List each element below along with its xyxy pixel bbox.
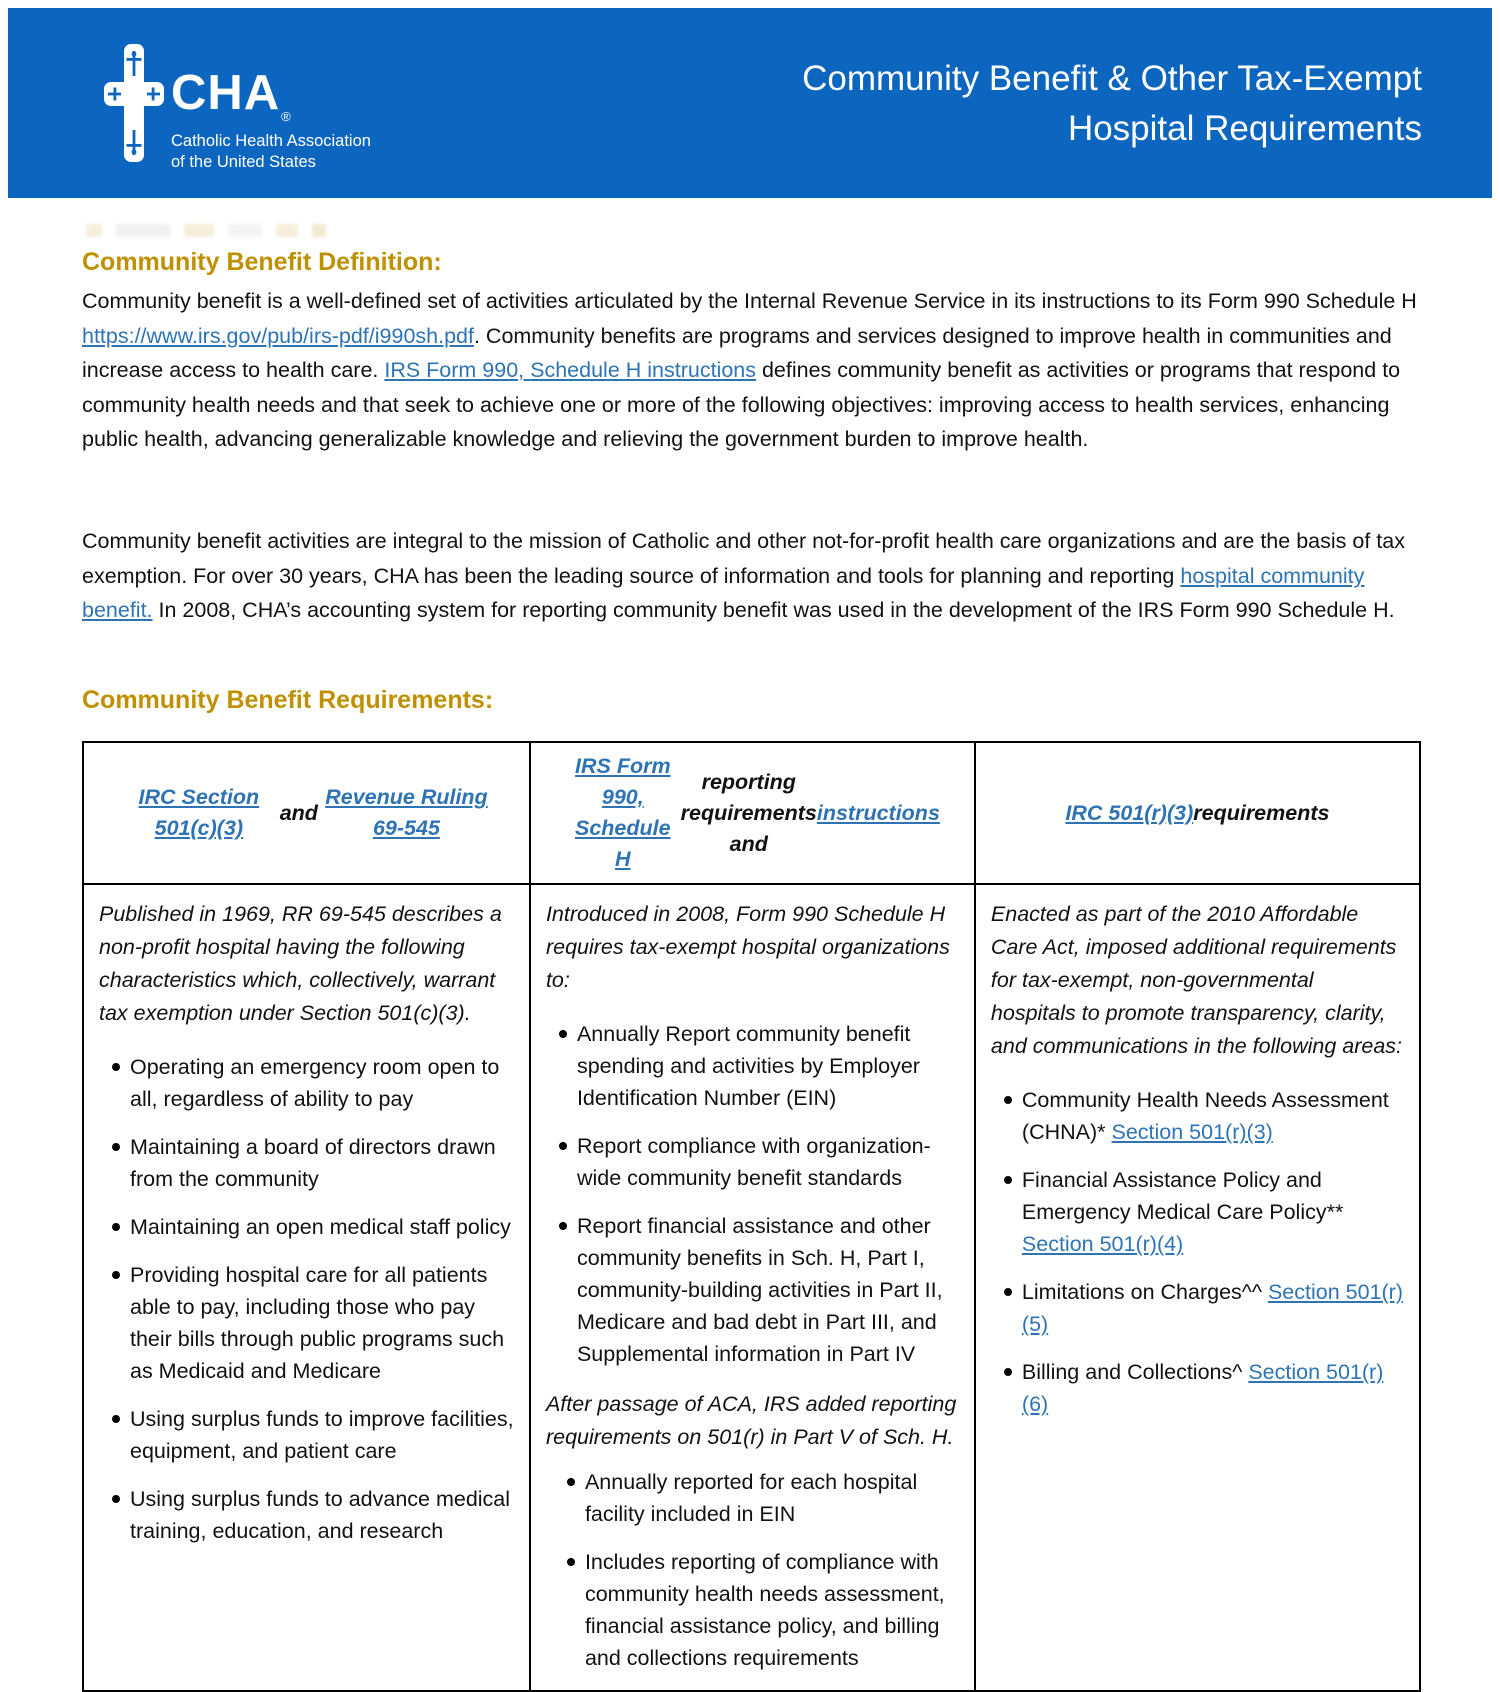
text-segment: Operating an emergency room open to all, regardless of ability to pay: [130, 1055, 500, 1111]
bullet-list-aca: [546, 1466, 959, 1674]
text-segment: Community benefit is a well-defined set of activities articulated by the Internal Revenue Service in its instructions to its Form 990 Schedule H: [82, 289, 1417, 313]
text-segment: reporting requirements and: [680, 769, 817, 856]
list-item: [99, 1131, 514, 1195]
text-segment: Maintaining a board of directors drawn from the community: [130, 1135, 496, 1191]
table-cell-501r: [974, 885, 1419, 1690]
text-segment: Providing hospital care for all patients able to pay, including those who pay their bills through public programs such as Medicaid and Medicare: [130, 1263, 505, 1383]
inline-link[interactable]: Section 501(r)(6): [1021, 1360, 1384, 1416]
text-segment: Community Health Needs Assessment (CHNA)*: [1021, 1088, 1389, 1144]
inline-link[interactable]: IRS Form 990, Schedule H: [575, 754, 671, 871]
inline-link[interactable]: hospital community benefit.: [82, 563, 1365, 622]
list-item: [546, 1130, 959, 1194]
cell-intro-501r: Enacted as part of the 2010 Affordable Care Act, imposed additional requirements for tax-exempt, non-governmental hospitals to promote transparency, clarity, and communications in the following areas:: [990, 902, 1403, 1058]
text-segment: In 2008, CHA’s accounting system for reporting community benefit was used in the development of the IRS Form 990 Schedule H.: [152, 598, 1395, 622]
document-title: [802, 54, 1422, 154]
inline-link[interactable]: Section 501(r)(4): [1021, 1232, 1184, 1256]
text-segment: Using surplus funds to improve facilities, equipment, and patient care: [130, 1407, 514, 1463]
requirements-heading: Community Benefit Requirements:: [82, 686, 494, 714]
list-item: [991, 1276, 1404, 1340]
list-item: [546, 1210, 959, 1370]
list-item: [991, 1164, 1404, 1260]
list-item: [991, 1084, 1404, 1148]
text-segment: and: [279, 800, 318, 825]
text-segment: Annually reported for each hospital facility included in EIN: [584, 1470, 918, 1526]
text-segment: Report compliance with organization-wide community benefit standards: [576, 1134, 931, 1190]
registered-mark: ®: [281, 109, 292, 124]
table-cell-501c3: [84, 885, 529, 1690]
definition-paragraph-2: [82, 524, 1430, 628]
document-title-line1: Community Benefit & Other Tax-Exempt: [802, 59, 1422, 98]
bullet-list-form990: [546, 1018, 959, 1370]
inline-link[interactable]: Revenue Ruling 69-545: [325, 785, 488, 840]
bullet-list-501r: [991, 1084, 1404, 1420]
text-segment: Report financial assistance and other community benefits in Sch. H, Part I, community-building activities in Part II, Medicare and bad debt in Part III, and Supplemental information in Part IV: [576, 1214, 943, 1366]
inline-link[interactable]: Section 501(r)(5): [1021, 1280, 1403, 1336]
cha-logo-text: [171, 66, 371, 173]
list-item: [554, 1546, 959, 1674]
text-segment: Community benefit activities are integral to the mission of Catholic and other not-for-profit health care organizations and are the basis of tax exemption. For over 30 years, CHA has been the leading source of information and tools for planning and reporting: [82, 529, 1405, 588]
text-segment: Limitations on Charges^^: [1021, 1280, 1268, 1304]
definition-heading: Community Benefit Definition:: [82, 248, 442, 276]
requirements-table: [82, 741, 1421, 1692]
list-item: [99, 1051, 514, 1115]
header-banner: [8, 8, 1492, 198]
faded-text-artifact: [86, 224, 326, 238]
text-segment: Includes reporting of compliance with community health needs assessment, financial assistance policy, and billing and collections requirements: [584, 1550, 945, 1670]
text-segment: Billing and Collections^: [1021, 1360, 1249, 1384]
text-segment: requirements: [1193, 800, 1330, 825]
cha-acronym: CHA®: [171, 70, 371, 128]
inline-link[interactable]: IRS Form 990, Schedule H instructions: [384, 358, 756, 382]
cha-logo: [104, 44, 371, 173]
cha-cross-icon: [104, 44, 164, 162]
inline-link[interactable]: Section 501(r)(3): [1111, 1120, 1273, 1144]
inline-link[interactable]: instructions: [816, 800, 940, 825]
inline-link[interactable]: IRC Section 501(c)(3): [138, 785, 260, 840]
list-item: [99, 1403, 514, 1467]
table-header-row: [84, 743, 1419, 885]
inline-link[interactable]: IRC 501(r)(3): [1065, 800, 1194, 825]
inline-link[interactable]: https://www.irs.gov/pub/irs-pdf/i990sh.pdf: [82, 323, 474, 348]
table-body-row: [84, 885, 1419, 1690]
table-header-irc-501r3: [974, 743, 1419, 883]
text-segment: Annually Report community benefit spending and activities by Employer Identification Number (EIN): [576, 1022, 920, 1110]
definition-paragraph-1: [82, 284, 1430, 457]
table-header-form-990: [529, 743, 974, 883]
text-segment: Financial Assistance Policy and Emergency Medical Care Policy**: [1021, 1168, 1344, 1224]
bullet-list-501c3: [99, 1051, 514, 1547]
list-item: [554, 1466, 959, 1530]
aca-note: After passage of ACA, IRS added reporting requirements on 501(r) in Part V of Sch. H.: [545, 1392, 957, 1449]
list-item: [99, 1259, 514, 1387]
cell-intro-501c3: Published in 1969, RR 69-545 describes a non-profit hospital having the following characteristics which, collectively, warrant tax exemption under Section 501(c)(3).: [99, 902, 502, 1025]
cell-intro-form990: Introduced in 2008, Form 990 Schedule H requires tax-exempt hospital organizations to:: [545, 902, 950, 992]
text-segment: Maintaining an open medical staff policy: [130, 1215, 511, 1239]
document-title-line2: Hospital Requirements: [1067, 109, 1422, 148]
text-segment: . Community benefits are programs and services designed to improve health in communities and increase access to health care.: [82, 323, 1392, 382]
table-header-irc-501c3: [84, 743, 529, 883]
list-item: [99, 1211, 514, 1243]
text-segment: Using surplus funds to advance medical training, education, and research: [130, 1487, 511, 1543]
cha-org-name: Catholic Health Association of the United States: [171, 132, 371, 171]
list-item: [99, 1483, 514, 1547]
table-cell-form990: [529, 885, 974, 1690]
list-item: [546, 1018, 959, 1114]
list-item: [991, 1356, 1404, 1420]
text-segment: defines community benefit as activities or programs that respond to community health needs and that seek to achieve one or more of the following objectives: improving access to health services, enhancing public health, advancing generalizable knowledge and relieving the government burden to improve health.: [82, 358, 1401, 451]
